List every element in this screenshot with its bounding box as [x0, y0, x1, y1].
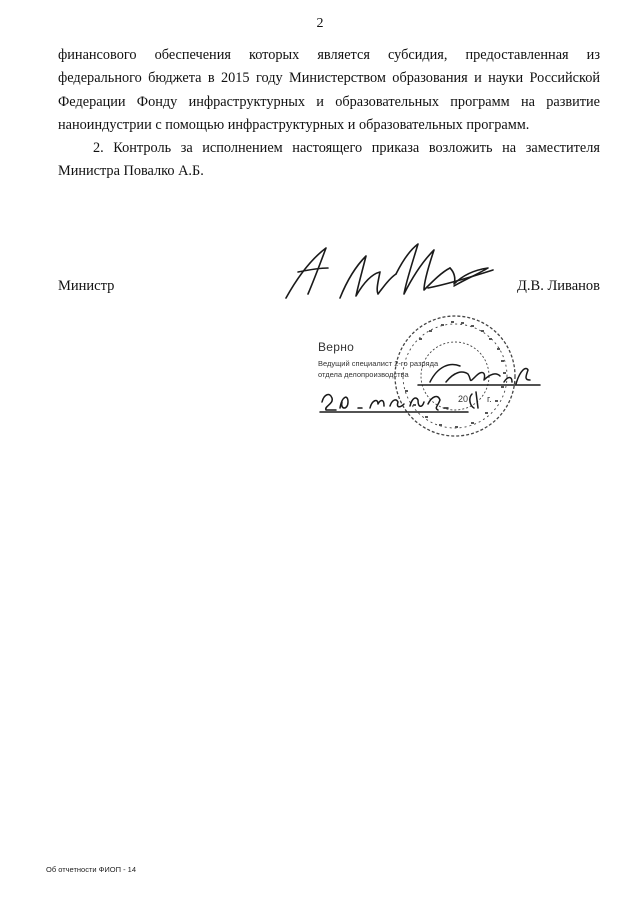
certification-year-prefix: 20 [458, 394, 469, 404]
signatory-name: Д.В. Ливанов [517, 278, 600, 294]
signatory-position: Министр [58, 278, 115, 294]
certification-date [318, 391, 548, 411]
paragraph-continuation: финансового обеспечения которых является субсидия, предоставленная из федерального бюджета в 2015 году Министерством образования и науки Российской Федерации Фонду инфраструктурных и образовательных программ на развитие наноиндустрии с помощью инфраструктурных и образовательных программ. [58, 47, 600, 133]
document-footer: Об отчетности ФИОП - 14 [46, 865, 137, 874]
page-number: 2 [316, 16, 324, 31]
certification-title: Верно [318, 340, 355, 354]
certification-department: отдела делопроизводства [318, 370, 409, 379]
certification-position: Ведущий специалист 2-го разряда [318, 359, 439, 368]
handwritten-signature [278, 228, 503, 308]
paragraph-item-2: 2. Контроль за исполнением настоящего приказа возложить на заместителя Министра Повалко А.Б. [58, 140, 600, 180]
document-body [58, 44, 600, 184]
certification-year-suffix: г. [487, 394, 492, 404]
